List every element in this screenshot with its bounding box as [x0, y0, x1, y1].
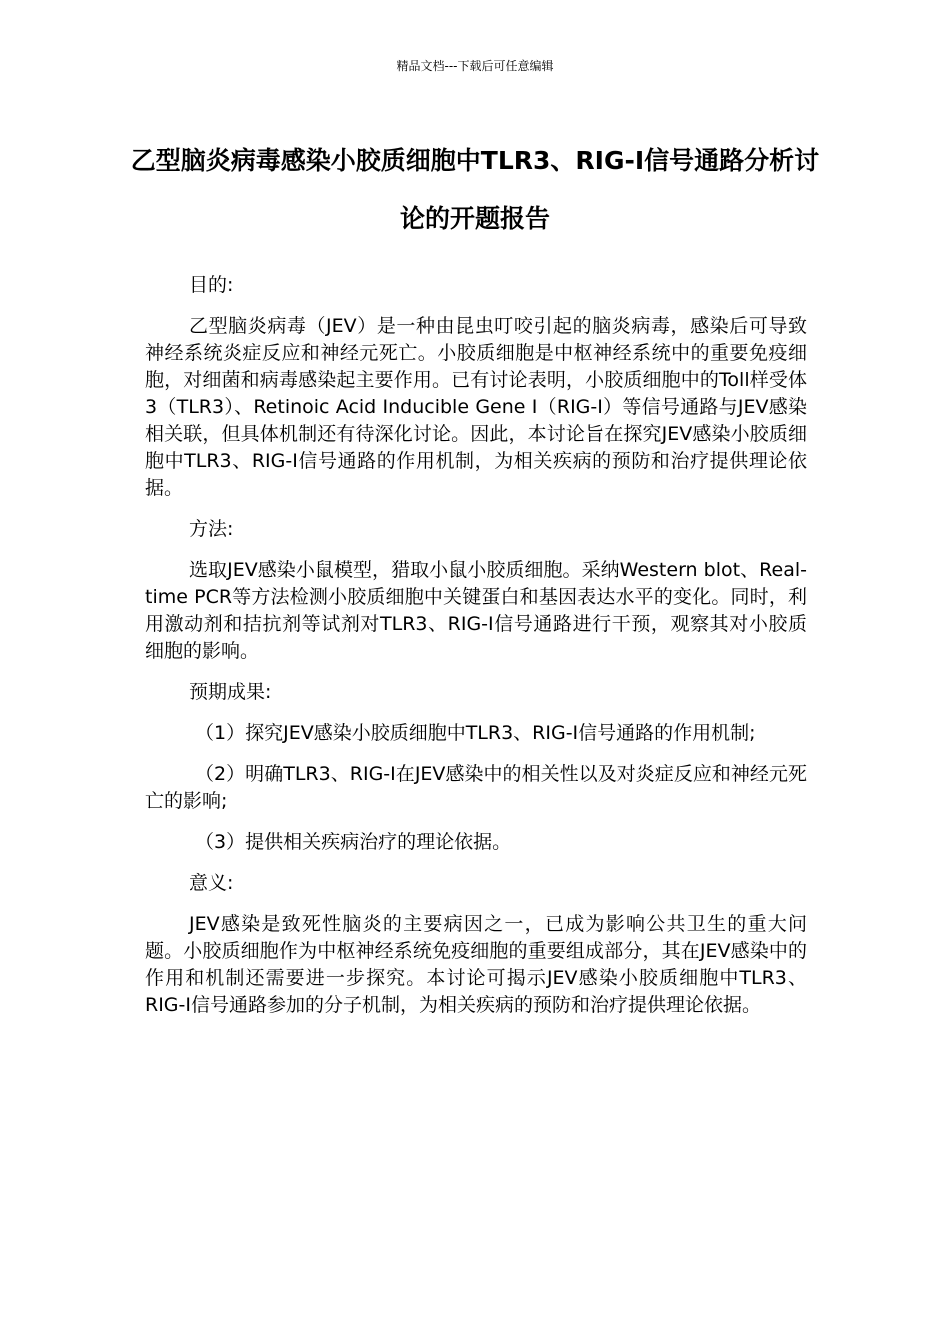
paragraph-method: 选取JEV感染小鼠模型，猎取小鼠小胶质细胞。采纳Western blot、Real-time PCR等方法检测小胶质细胞中关键蛋白和基因表达水平的变化。同时，利用激动剂和拮抗剂等试剂对TLR3、RIG-I信号通路进行干预，观察其对小胶质细胞的影响。: [145, 559, 807, 662]
page-header-note: 精品文档---下载后可任意编辑: [396, 59, 554, 73]
section-heading-results: 预期成果:: [189, 681, 272, 703]
document-title: 乙型脑炎病毒感染小胶质细胞中TLR3、RIG-I信号通路分析讨论的开题报告: [130, 146, 820, 233]
result-item: （2）明确TLR3、RIG-I在JEV感染中的相关性以及对炎症反应和神经元死亡的影响;: [145, 763, 807, 812]
document-body: [145, 272, 807, 1033]
section-heading-significance: 意义:: [189, 872, 234, 894]
result-item: （1）探究JEV感染小胶质细胞中TLR3、RIG-I信号通路的作用机制;: [195, 722, 756, 744]
result-item: （3）提供相关疾病治疗的理论依据。: [195, 831, 512, 853]
paragraph-significance: JEV感染是致死性脑炎的主要病因之一，已成为影响公共卫生的重大问题。小胶质细胞作为中枢神经系统免疫细胞的重要组成部分，其在JEV感染中的作用和机制还需要进一步探究。本讨论可揭示JEV感染小胶质细胞中TLR3、RIG-I信号通路参加的分子机制，为相关疾病的预防和治疗提供理论依据。: [145, 913, 807, 1016]
section-heading-purpose: 目的:: [189, 274, 234, 296]
section-heading-method: 方法:: [189, 518, 234, 540]
paragraph-purpose: 乙型脑炎病毒（JEV）是一种由昆虫叮咬引起的脑炎病毒，感染后可导致神经系统炎症反应和神经元死亡。小胶质细胞是中枢神经系统中的重要免疫细胞，对细菌和病毒感染起主要作用。已有讨论表明，小胶质细胞中的Toll样受体3（TLR3）、Retinoic Acid Inducible Gene I（RIG-I）等信号通路与JEV感染相关联，但具体机制还有待深化讨论。因此，本讨论旨在探究JEV感染小胶质细胞中TLR3、RIG-I信号通路的作用机制，为相关疾病的预防和治疗提供理论依据。: [145, 315, 807, 499]
